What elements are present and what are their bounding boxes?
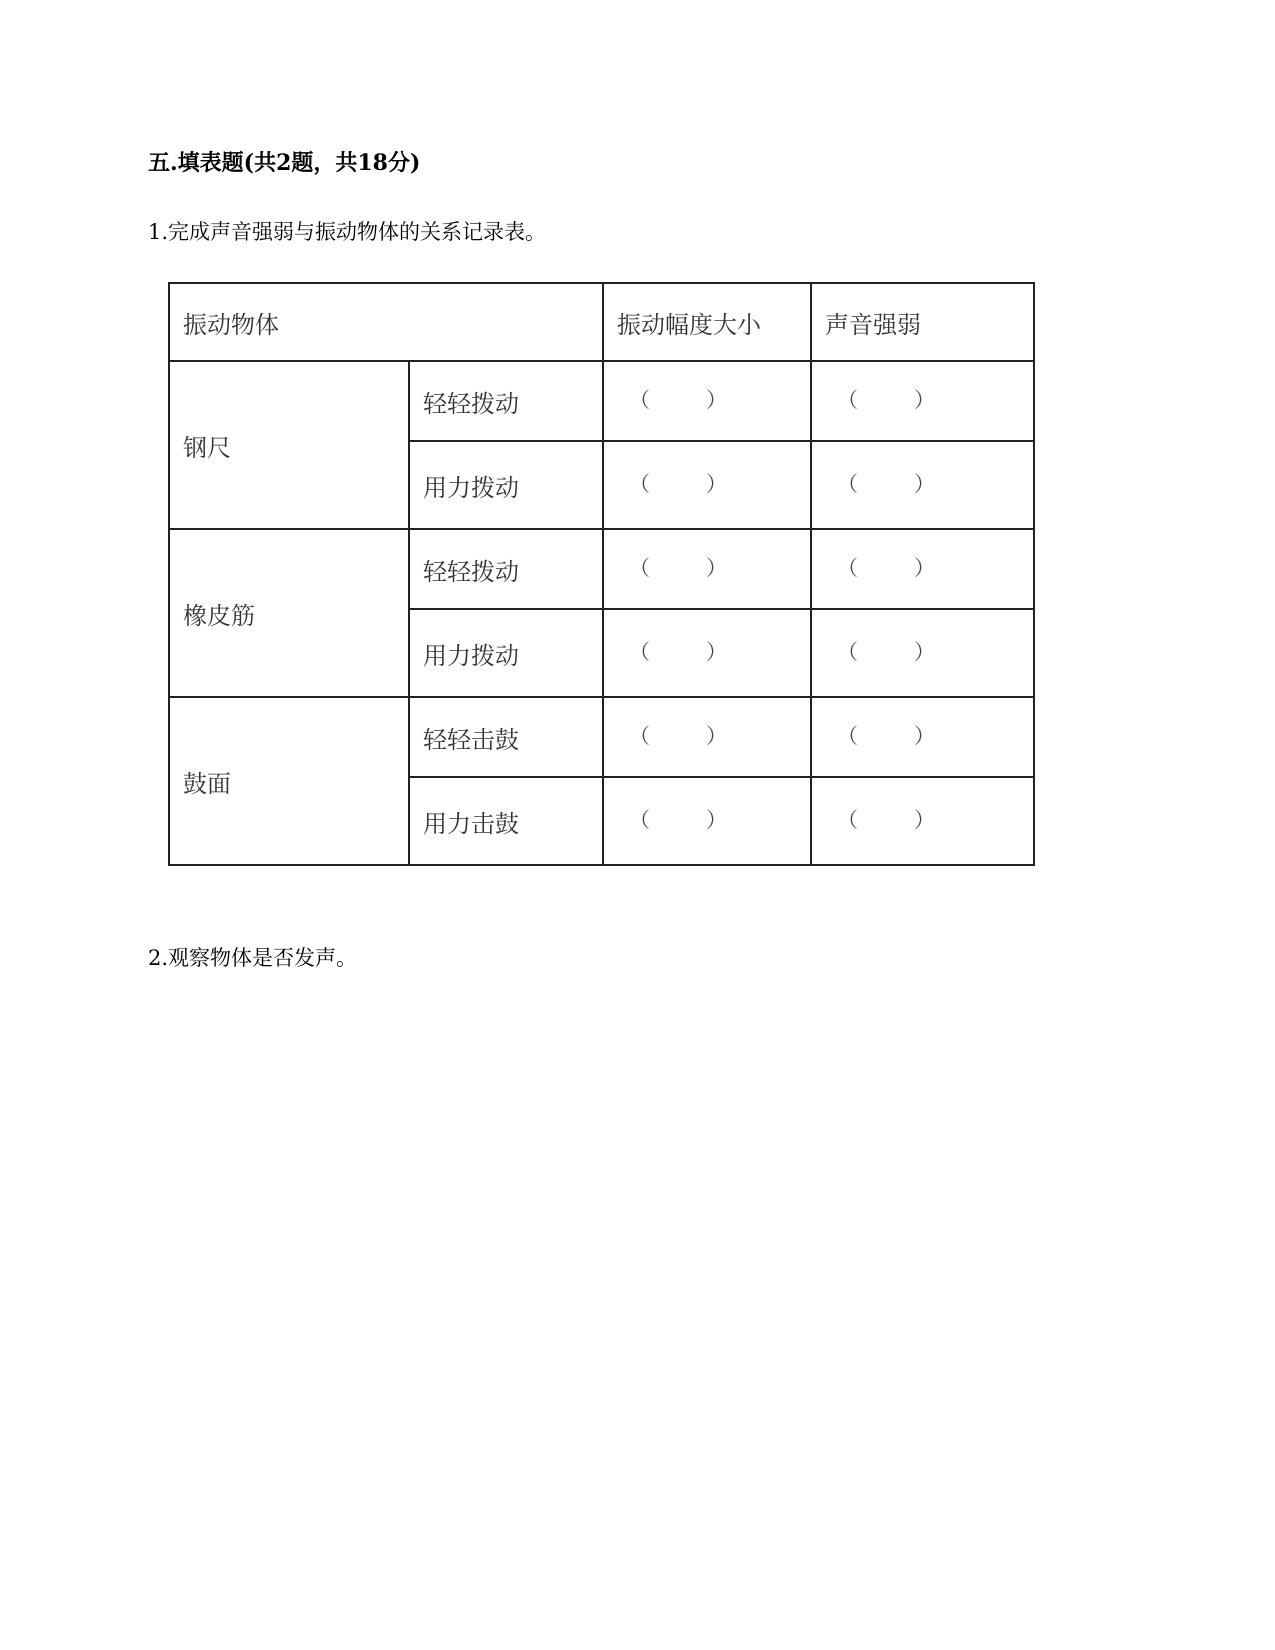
- blank-open: （: [837, 640, 858, 664]
- question-1-text: 1.完成声音强弱与振动物体的关系记录表。: [148, 220, 547, 244]
- header-loudness: 声音强弱: [811, 283, 1034, 361]
- blank-open: （: [837, 472, 858, 496]
- loudness-blank[interactable]: [811, 609, 1034, 697]
- table-row: [169, 361, 1034, 441]
- amplitude-blank[interactable]: [603, 529, 811, 609]
- blank-open: （: [837, 808, 858, 832]
- blank-open: （: [629, 556, 650, 580]
- action-cell: 轻轻击鼓: [409, 697, 603, 777]
- action-cell: 用力拨动: [409, 609, 603, 697]
- blank-open: （: [629, 640, 650, 664]
- blank-close: ）: [914, 556, 935, 580]
- loudness-blank[interactable]: [811, 777, 1034, 865]
- table-row: [169, 529, 1034, 609]
- question-2-text: 2.观察物体是否发声。: [148, 946, 358, 970]
- section-title: 五.填表题(共2题，共18分): [148, 150, 421, 176]
- blank-close: ）: [914, 472, 935, 496]
- blank-open: （: [837, 556, 858, 580]
- object-cell: 钢尺: [169, 361, 409, 529]
- blank-close: ）: [706, 388, 727, 412]
- action-cell: 用力击鼓: [409, 777, 603, 865]
- action-cell: 轻轻拨动: [409, 529, 603, 609]
- action-cell: 用力拨动: [409, 441, 603, 529]
- blank-close: ）: [706, 724, 727, 748]
- blank-close: ）: [706, 808, 727, 832]
- loudness-blank[interactable]: [811, 697, 1034, 777]
- blank-close: ）: [914, 640, 935, 664]
- header-object: 振动物体: [169, 283, 603, 361]
- blank-close: ）: [914, 724, 935, 748]
- blank-close: ）: [706, 640, 727, 664]
- blank-close: ）: [914, 808, 935, 832]
- header-amplitude: 振动幅度大小: [603, 283, 811, 361]
- object-cell: 鼓面: [169, 697, 409, 865]
- amplitude-blank[interactable]: [603, 609, 811, 697]
- amplitude-blank[interactable]: [603, 441, 811, 529]
- amplitude-blank[interactable]: [603, 361, 811, 441]
- blank-open: （: [629, 808, 650, 832]
- amplitude-blank[interactable]: [603, 697, 811, 777]
- object-cell: 橡皮筋: [169, 529, 409, 697]
- blank-open: （: [629, 724, 650, 748]
- blank-open: （: [629, 472, 650, 496]
- blank-open: （: [629, 388, 650, 412]
- table-row: [169, 697, 1034, 777]
- loudness-blank[interactable]: [811, 441, 1034, 529]
- action-cell: 轻轻拨动: [409, 361, 603, 441]
- blank-close: ）: [706, 472, 727, 496]
- amplitude-blank[interactable]: [603, 777, 811, 865]
- loudness-blank[interactable]: [811, 361, 1034, 441]
- blank-close: ）: [914, 388, 935, 412]
- record-table: [168, 282, 1035, 866]
- blank-open: （: [837, 724, 858, 748]
- blank-open: （: [837, 388, 858, 412]
- table-header-row: [169, 283, 1034, 361]
- loudness-blank[interactable]: [811, 529, 1034, 609]
- blank-close: ）: [706, 556, 727, 580]
